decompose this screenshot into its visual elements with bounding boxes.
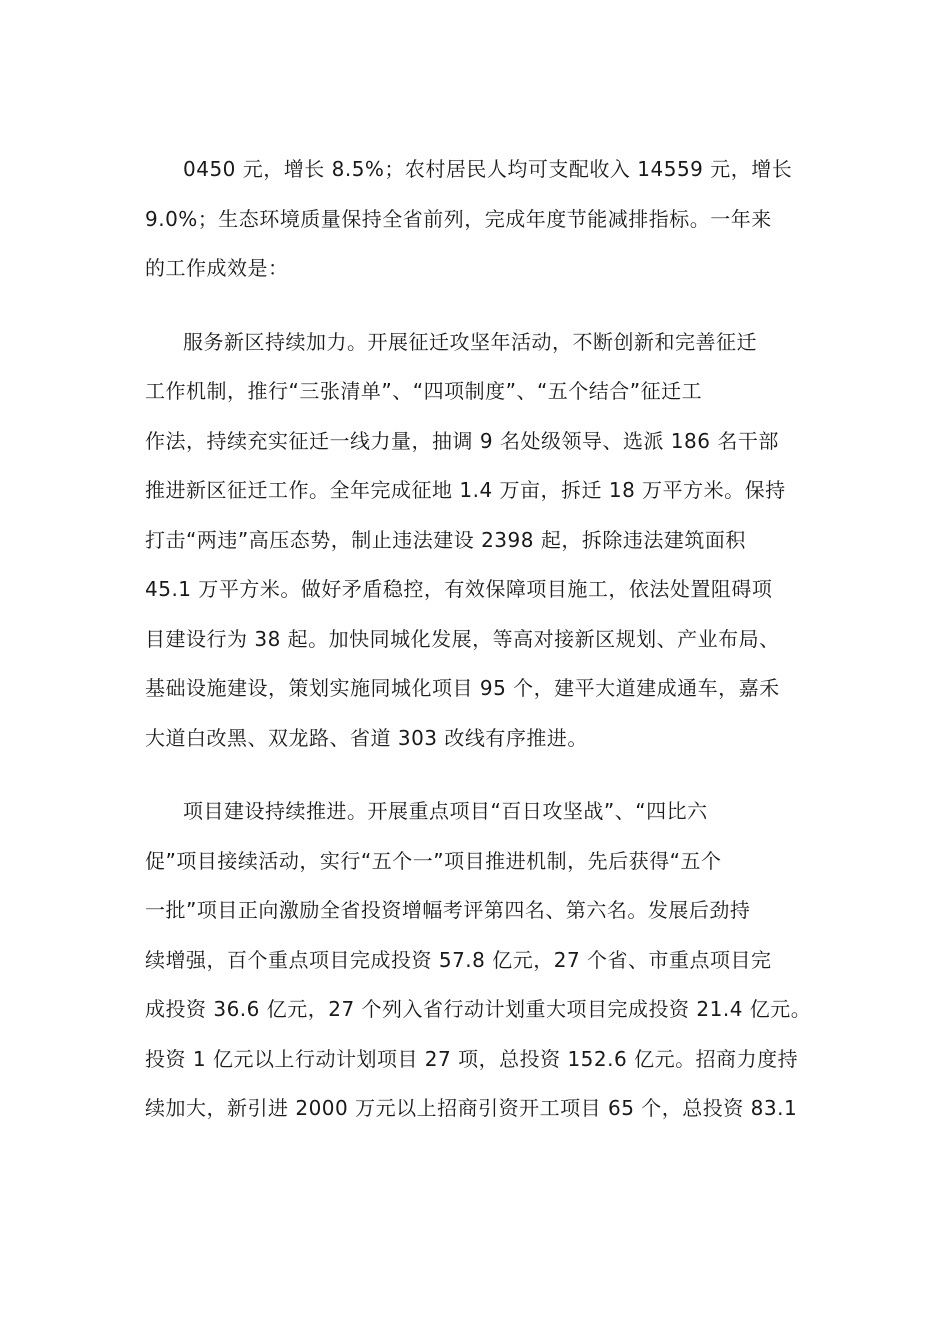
text-line: 9.0%；生态环境质量保持全省前列，完成年度节能减排指标。一年来 xyxy=(145,206,772,231)
text-line: 大道白改黑、双龙路、省道 303 改线有序推进。 xyxy=(145,725,588,750)
text-line: 促”项目接续活动，实行“五个一”项目推进机制，先后获得“五个 xyxy=(145,848,722,873)
paragraph-project-construction xyxy=(145,787,815,1134)
text-line: 一批”项目正向激励全省投资增幅考评第四名、第六名。发展后劲持 xyxy=(145,898,751,922)
text-line: 续加大，新引进 2000 万元以上招商引资开工项目 65 个，总投资 83.1 xyxy=(145,1096,798,1120)
text-line: 45.1 万平方米。做好矛盾稳控，有效保障项目施工，依法处置阻碍项 xyxy=(145,577,773,601)
text-line: 投资 1 亿元以上行动计划项目 27 项，总投资 152.6 亿元。招商力度持 xyxy=(145,1046,799,1071)
text-line: 基础设施建设，策划实施同城化项目 95 个，建平大道建成通车，嘉禾 xyxy=(145,676,780,700)
text-line: 成投资 36.6 亿元，27 个列入省行动计划重大项目完成投资 21.4 亿元。 xyxy=(145,997,812,1021)
text-line: 项目建设持续推进。开展重点项目“百日攻坚战”、“四比六 xyxy=(183,799,708,823)
text-line: 推进新区征迁工作。全年完成征地 1.4 万亩，拆迁 18 万平方米。保持 xyxy=(145,478,786,502)
text-line: 0450 元，增长 8.5%；农村居民人均可支配收入 14559 元，增长 xyxy=(183,157,793,181)
text-line: 工作机制，推行“三张清单”、“四项制度”、“五个结合”征迁工 xyxy=(145,379,703,403)
text-line: 续增强，百个重点项目完成投资 57.8 亿元，27 个省、市重点项目完 xyxy=(145,947,772,972)
paragraph-new-district-service xyxy=(145,318,815,764)
text-line: 的工作成效是： xyxy=(145,256,289,280)
paragraph-income-summary xyxy=(145,145,815,294)
document-body xyxy=(145,145,815,1134)
text-line: 打击“两违”高压态势，制止违法建设 2398 起，拆除违法建筑面积 xyxy=(145,527,746,552)
text-line: 目建设行为 38 起。加快同城化发展，等高对接新区规划、产业布局、 xyxy=(145,626,780,651)
text-line: 服务新区持续加力。开展征迁攻坚年活动，不断创新和完善征迁 xyxy=(183,329,757,354)
text-line: 作法，持续充实征迁一线力量，抽调 9 名处级领导、选派 186 名干部 xyxy=(145,428,779,453)
